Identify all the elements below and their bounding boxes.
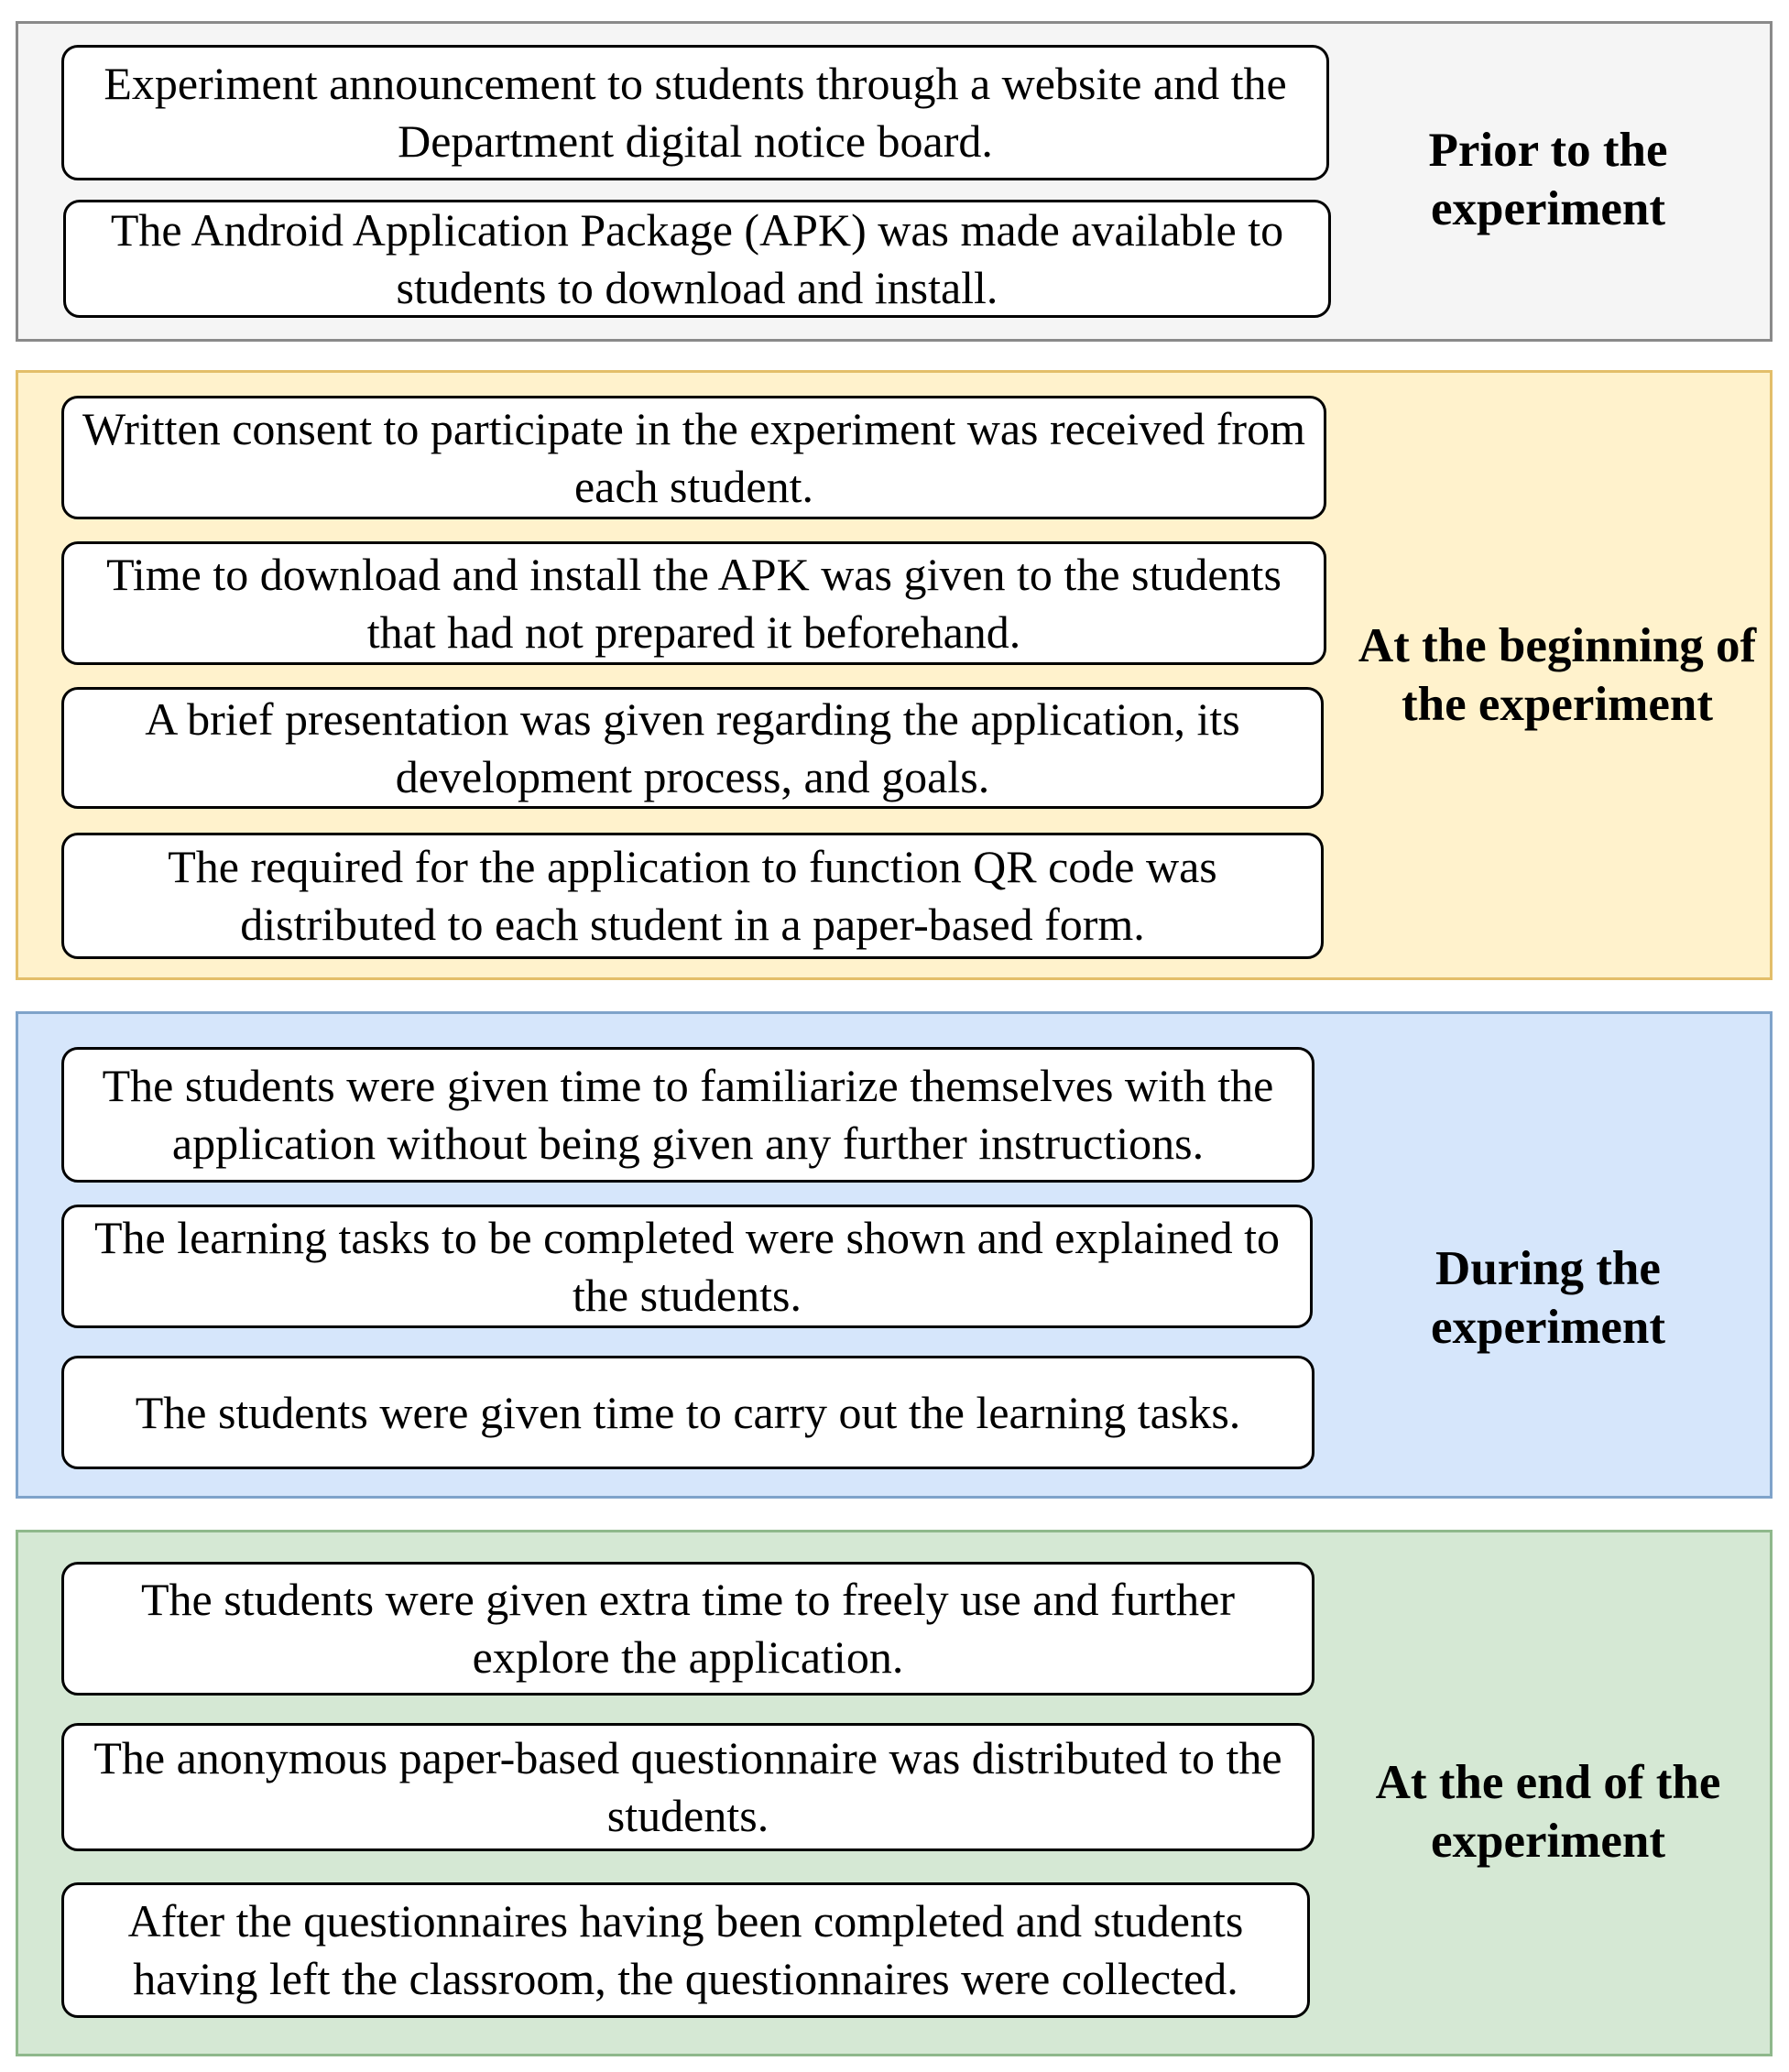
step-box [63, 200, 1331, 318]
step-box [61, 687, 1324, 809]
phase-label: At the beginning of the experiment [1358, 619, 1757, 731]
phase-label: Prior to the experiment [1428, 124, 1668, 235]
step-box [61, 1356, 1314, 1469]
phase-during-experiment [16, 1011, 1773, 1499]
step-text: The Android Application Package (APK) was made available to students to download and install. [110, 203, 1284, 313]
step-text: Written consent to participate in the experiment was received from each student. [82, 402, 1305, 512]
phase-label: During the experiment [1430, 1242, 1666, 1354]
step-box [61, 1562, 1314, 1696]
phase-end-of-experiment [16, 1530, 1773, 2056]
step-box [61, 541, 1326, 665]
step-text: After the questionnaires having been completed and students having left the classroom, the questionnaires were collected. [127, 1895, 1244, 2004]
step-text: A brief presentation was given regarding the application, its development process, and goals. [145, 692, 1240, 802]
step-text: The anonymous paper-based questionnaire was distributed to the students. [93, 1732, 1282, 1841]
step-text: The students were given extra time to freely use and further explore the application. [141, 1574, 1235, 1683]
step-text: The required for the application to function QR code was distributed to each student in a paper-based form. [168, 841, 1217, 950]
step-box [61, 45, 1329, 180]
step-text: The students were given time to familiarize themselves with the application without being given any further instructions. [102, 1060, 1274, 1169]
step-box [61, 1882, 1310, 2018]
step-box [61, 1205, 1313, 1328]
step-box [61, 1723, 1314, 1851]
step-box [61, 396, 1326, 519]
step-text: Experiment announcement to students through a website and the Department digital notice board. [104, 58, 1287, 167]
step-box [61, 833, 1324, 959]
step-text: The students were given time to carry out the learning tasks. [135, 1386, 1241, 1438]
phase-prior-to-experiment [16, 21, 1773, 342]
step-box [61, 1047, 1314, 1183]
step-text: The learning tasks to be completed were shown and explained to the students. [93, 1211, 1281, 1321]
phase-beginning-of-experiment [16, 370, 1773, 980]
step-text: Time to download and install the APK was given to the students that had not prepared it beforehand. [106, 548, 1282, 658]
phase-label: At the end of the experiment [1375, 1756, 1721, 1868]
